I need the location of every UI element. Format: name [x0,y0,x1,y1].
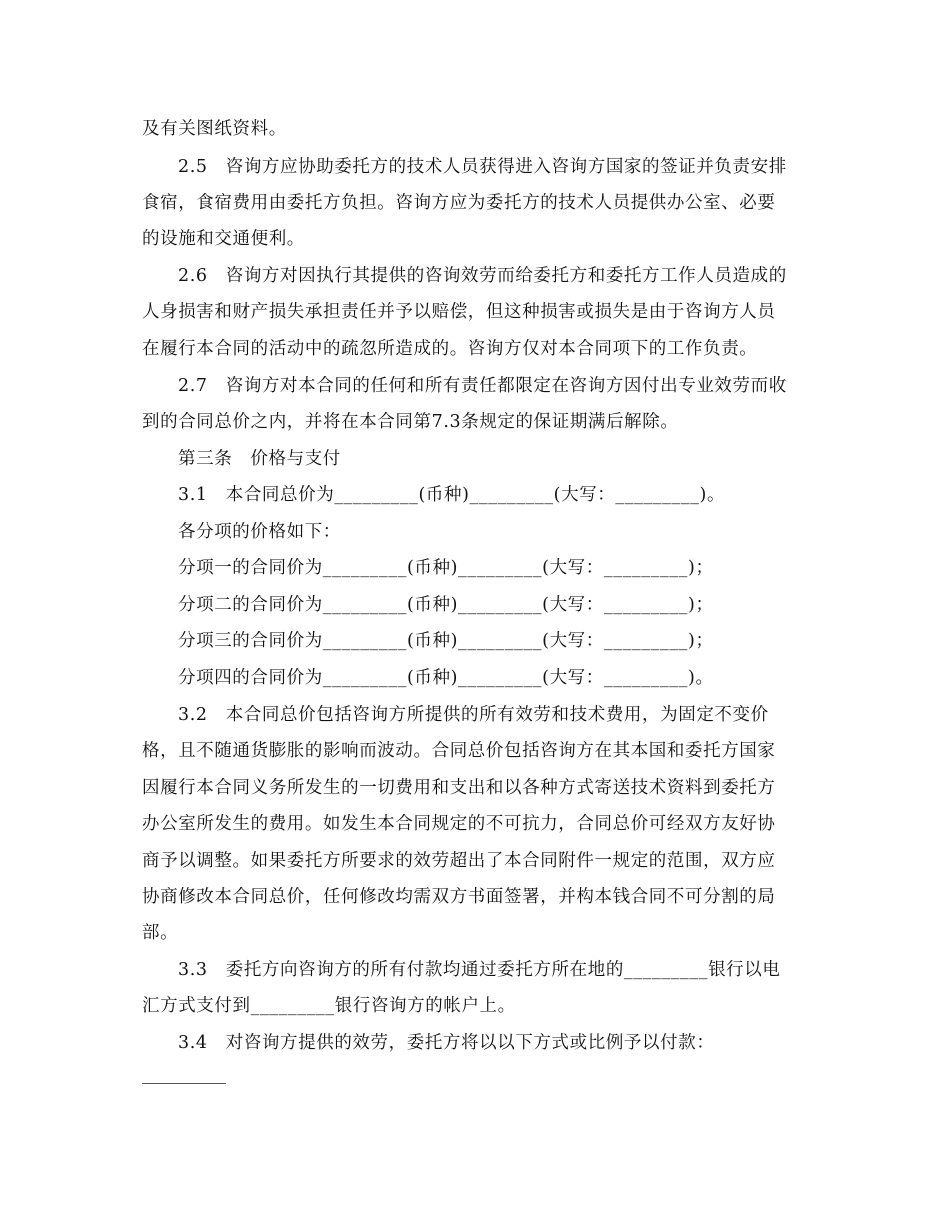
text-line: 协商修改本合同总价，任何修改均需双方书面签署，并构本钱合同不可分割的局 [142,887,776,907]
subitem-price-line: 分项四的合同价为_________(币种)_________(大写：_________)。 [178,668,714,688]
subitem-price-line: 分项三的合同价为_________(币种)_________(大写：_________)； [178,631,714,651]
subitem-price-line: 分项二的合同价为_________(币种)_________(大写：_________)； [178,595,714,615]
footnote-divider [142,1083,226,1084]
text-line: 各分项的价格如下： [178,522,341,542]
text-line: 到的合同总价之内，并将在本合同第7.3条规定的保证期满后解除。 [142,412,679,432]
text-line: 办公室所发生的费用。如发生本合同规定的不可抗力，合同总价可经双方友好协 [142,814,776,834]
article-3-heading: 第三条 价格与支付 [178,449,341,469]
text-line: 汇方式支付到_________银行咨询方的帐户上。 [142,996,516,1016]
clause-3-2: 3.2 本合同总价包括咨询方所提供的所有效劳和技术费用，为固定不变价 [178,705,769,725]
clause-2-5: 2.5 咨询方应协助委托方的技术人员获得进入咨询方国家的签证并负责安排 [178,157,787,177]
text-line: 及有关图纸资料。 [142,119,287,139]
clause-3-1: 3.1 本合同总价为_________(币种)_________(大写：_________)。 [178,485,726,505]
text-line: 格，且不随通货膨胀的影响而波动。合同总价包括咨询方在其本国和委托方国家 [142,741,776,761]
text-line: 的设施和交通便利。 [142,229,305,249]
text-line: 因履行本合同义务所发生的一切费用和支出和以各种方式寄送技术资料到委托方 [142,778,776,798]
text-line: 人身损害和财产损失承担责任并予以赔偿，但这种损害或损失是由于咨询方人员 [142,302,776,322]
text-line: 食宿，食宿费用由委托方负担。咨询方应为委托方的技术人员提供办公室、必要 [142,193,776,213]
text-line: 商予以调整。如果委托方所要求的效劳超出了本合同附件一规定的范围，双方应 [142,851,776,871]
subitem-price-line: 分项一的合同价为_________(币种)_________(大写：_________)； [178,558,714,578]
text-line: 在履行本合同的活动中的疏忽所造成的。咨询方仅对本合同项下的工作负责。 [142,339,758,359]
text-line: 部。 [142,923,179,943]
clause-2-6: 2.6 咨询方对因执行其提供的咨询效劳而给委托方和委托方工作人员造成的 [178,266,787,286]
clause-3-4: 3.4 对咨询方提供的效劳，委托方将以以下方式或比例予以付款： [178,1033,715,1053]
clause-2-7: 2.7 咨询方对本合同的任何和所有责任都限定在咨询方因付出专业效劳而收 [178,376,787,396]
clause-3-3: 3.3 委托方向咨询方的所有付款均通过委托方所在地的_________银行以电 [178,960,781,980]
